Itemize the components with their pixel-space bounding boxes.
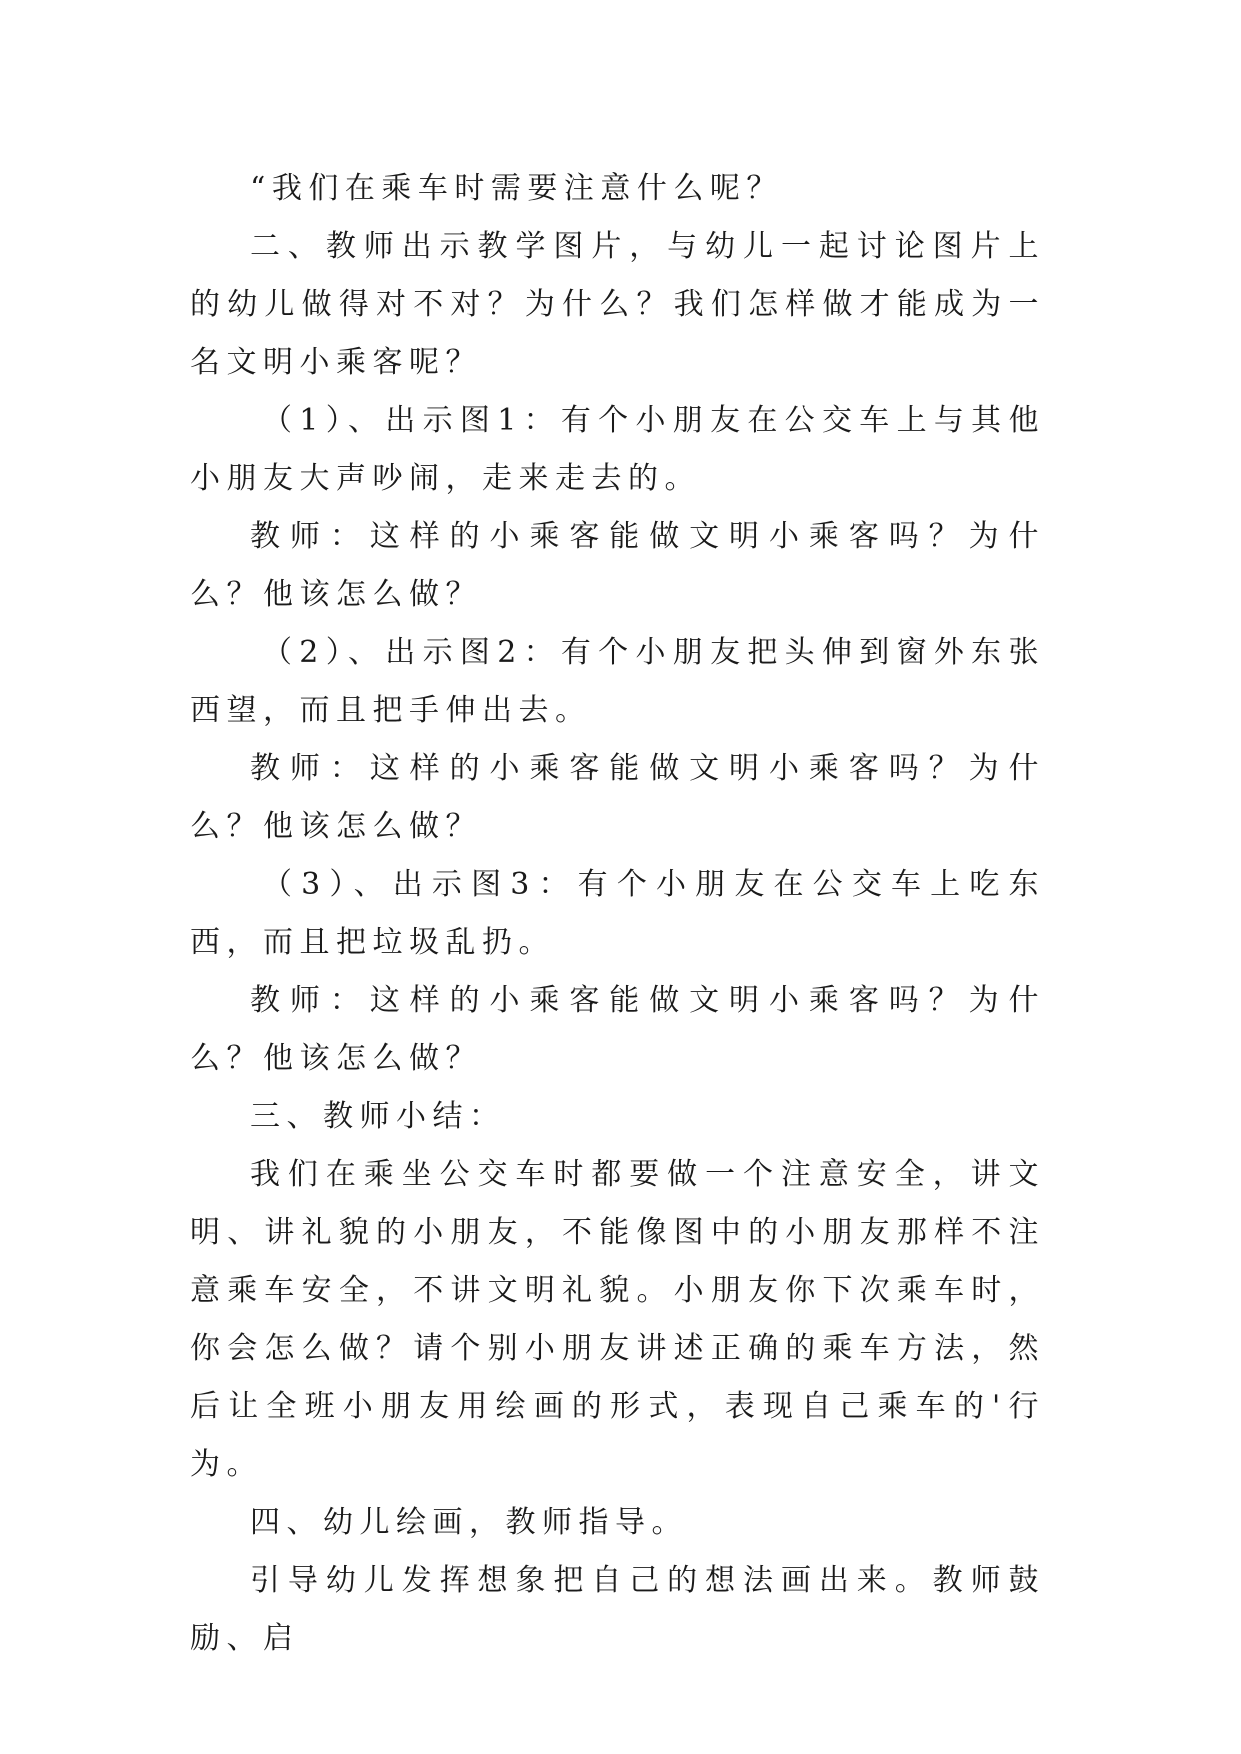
paragraph-10: 我们在乘坐公交车时都要做一个注意安全，讲文明、讲礼貌的小朋友，不能像图中的小朋友那样不注意乘车安全，不讲文明礼貌。小朋友你下次乘车时，你会怎么做？请个别小朋友讲述正确的乘车方法，然后让全班小朋友用绘画的形式，表现自己乘车的'行为。: [190, 1157, 1045, 1482]
paragraph-6: 教师：这样的小乘客能做文明小乘客吗？为什么？他该怎么做？: [190, 751, 1045, 844]
paragraph-12: 引导幼儿发挥想象把自己的想法画出来。教师鼓励、启: [190, 1563, 1045, 1656]
paragraph-5: （2）、出示图2：有个小朋友把头伸到窗外东张西望，而且把手伸出去。: [190, 635, 1045, 728]
paragraph-3: （1）、出示图1：有个小朋友在公交车上与其他小朋友大声吵闹，走来走去的。: [190, 403, 1045, 496]
paragraph-9: 三、教师小结：: [250, 1099, 506, 1134]
paragraph-4: 教师：这样的小乘客能做文明小乘客吗？为什么？他该怎么做？: [190, 519, 1045, 612]
paragraph-7: （3）、出示图3：有个小朋友在公交车上吃东西，而且把垃圾乱扔。: [190, 867, 1045, 960]
document-body: [190, 160, 1045, 1668]
paragraph-1: “我们在乘车时需要注意什么呢？: [250, 171, 783, 206]
paragraph-11: 四、幼儿绘画，教师指导。: [250, 1505, 688, 1540]
paragraph-8: 教师：这样的小乘客能做文明小乘客吗？为什么？他该怎么做？: [190, 983, 1045, 1076]
paragraph-2: 二、教师出示教学图片，与幼儿一起讨论图片上的幼儿做得对不对？为什么？我们怎样做才能成为一名文明小乘客呢？: [190, 229, 1045, 380]
